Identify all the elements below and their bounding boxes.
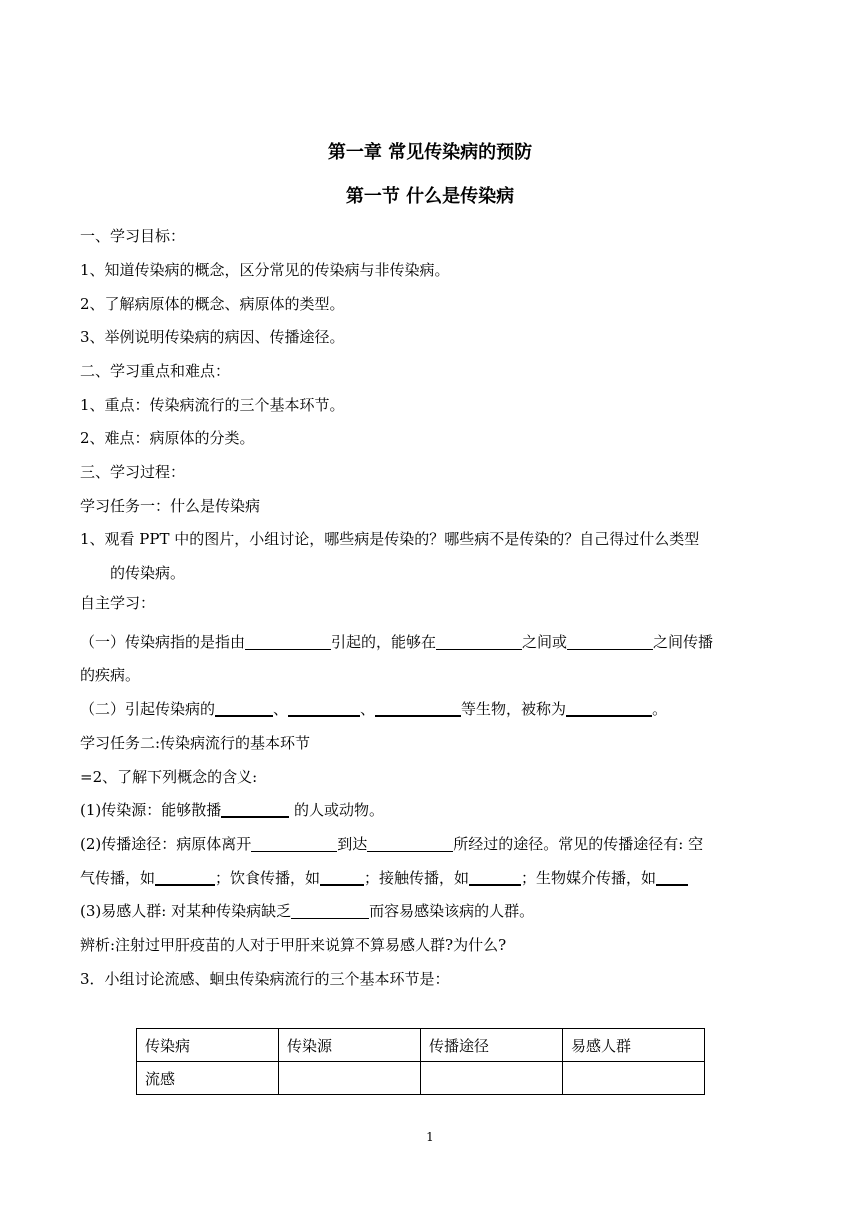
goals-heading: 一、学习目标：	[80, 227, 186, 245]
fill-in-2: （二）引起传染病的 、 、 等生物，被称为 。	[80, 700, 668, 718]
concept-route-line1: (2)传播途径：病原体离开 到达 所经过的途径。常见的传播途径有: 空	[80, 835, 704, 853]
blank-foodborne[interactable]	[320, 869, 364, 886]
epidemic-links-table	[136, 1028, 705, 1095]
blank-pathogen-name[interactable]	[566, 700, 652, 717]
key-points-heading: 二、学习重点和难点：	[80, 362, 231, 380]
concept-route-line2: 气传播，如 ；饮食传播，如 ；接触传播，如 ；生物媒介传播，如	[80, 868, 688, 888]
goal-item-1: 1、知道传染病的概念，区分常见的传染病与非传染病。	[80, 261, 450, 279]
blank-organism-2[interactable]	[288, 700, 360, 717]
blank-source[interactable]	[221, 801, 289, 818]
blank-route-to[interactable]	[367, 836, 453, 852]
task-one-question-line1: 1、观看 PPT 中的图片，小组讨论，哪些病是传染的？哪些病不是传染的？自己得过什么类型	[80, 530, 700, 548]
goal-item-3: 3、举例说明传染病的病因、传播途径。	[80, 328, 345, 346]
blank-route-from[interactable]	[251, 836, 337, 852]
table-row	[137, 1062, 705, 1095]
goal-item-2: 2、了解病原体的概念、病原体的类型。	[80, 295, 345, 313]
process-heading: 三、学习过程：	[80, 463, 186, 481]
chapter-title: 第一章 常见传染病的预防	[327, 142, 533, 163]
discussion-question: 3．小组讨论流感、蛔虫传染病流行的三个基本环节是：	[80, 970, 450, 988]
blank-vector[interactable]	[656, 869, 688, 886]
concept-source: (1)传染源：能够散播 的人或动物。	[80, 801, 385, 819]
blank-airborne[interactable]	[155, 869, 215, 886]
blank-between-1[interactable]	[436, 634, 522, 650]
fill-in-1-line2: 的疾病。	[80, 666, 141, 684]
key-point-1: 1、重点：传染病流行的三个基本环节。	[80, 396, 345, 414]
fill-in-1-line1: （一）传染病指的是指由 引起的，能够在 之间或 之间传播	[80, 633, 714, 651]
table-header-cell: 易感人群	[563, 1029, 705, 1062]
table-header-row	[137, 1029, 705, 1062]
blank-between-2[interactable]	[567, 634, 653, 650]
table-cell[interactable]	[279, 1062, 421, 1095]
blank-pathogen[interactable]	[245, 634, 331, 650]
task-two-title: 学习任务二:传染病流行的基本环节	[80, 734, 311, 752]
self-study-label: 自主学习：	[80, 594, 156, 612]
task-one-title: 学习任务一：什么是传染病	[80, 497, 261, 515]
page-number: 1	[426, 1130, 434, 1144]
task-one-question-line2: 的传染病。	[110, 564, 186, 582]
table-cell[interactable]	[563, 1062, 705, 1095]
blank-organism-3[interactable]	[375, 700, 461, 717]
table-header-cell: 传播途径	[421, 1029, 563, 1062]
analysis-question: 辨析:注射过甲肝疫苗的人对于甲肝来说算不算易感人群?为什么?	[80, 936, 507, 954]
table-cell: 流感	[137, 1062, 279, 1095]
concepts-heading: =2、了解下列概念的含义:	[80, 768, 258, 786]
table-header-cell: 传染病	[137, 1029, 279, 1062]
section-title: 第一节 什么是传染病	[345, 186, 515, 207]
blank-immunity[interactable]	[291, 903, 369, 919]
blank-organism-1[interactable]	[215, 700, 273, 717]
table-header-cell: 传染源	[279, 1029, 421, 1062]
blank-contact[interactable]	[469, 869, 521, 886]
table-cell[interactable]	[421, 1062, 563, 1095]
key-point-2: 2、难点：病原体的分类。	[80, 429, 255, 447]
concept-susceptible: (3)易感人群: 对某种传染病缺乏 而容易感染该病的人群。	[80, 902, 535, 920]
